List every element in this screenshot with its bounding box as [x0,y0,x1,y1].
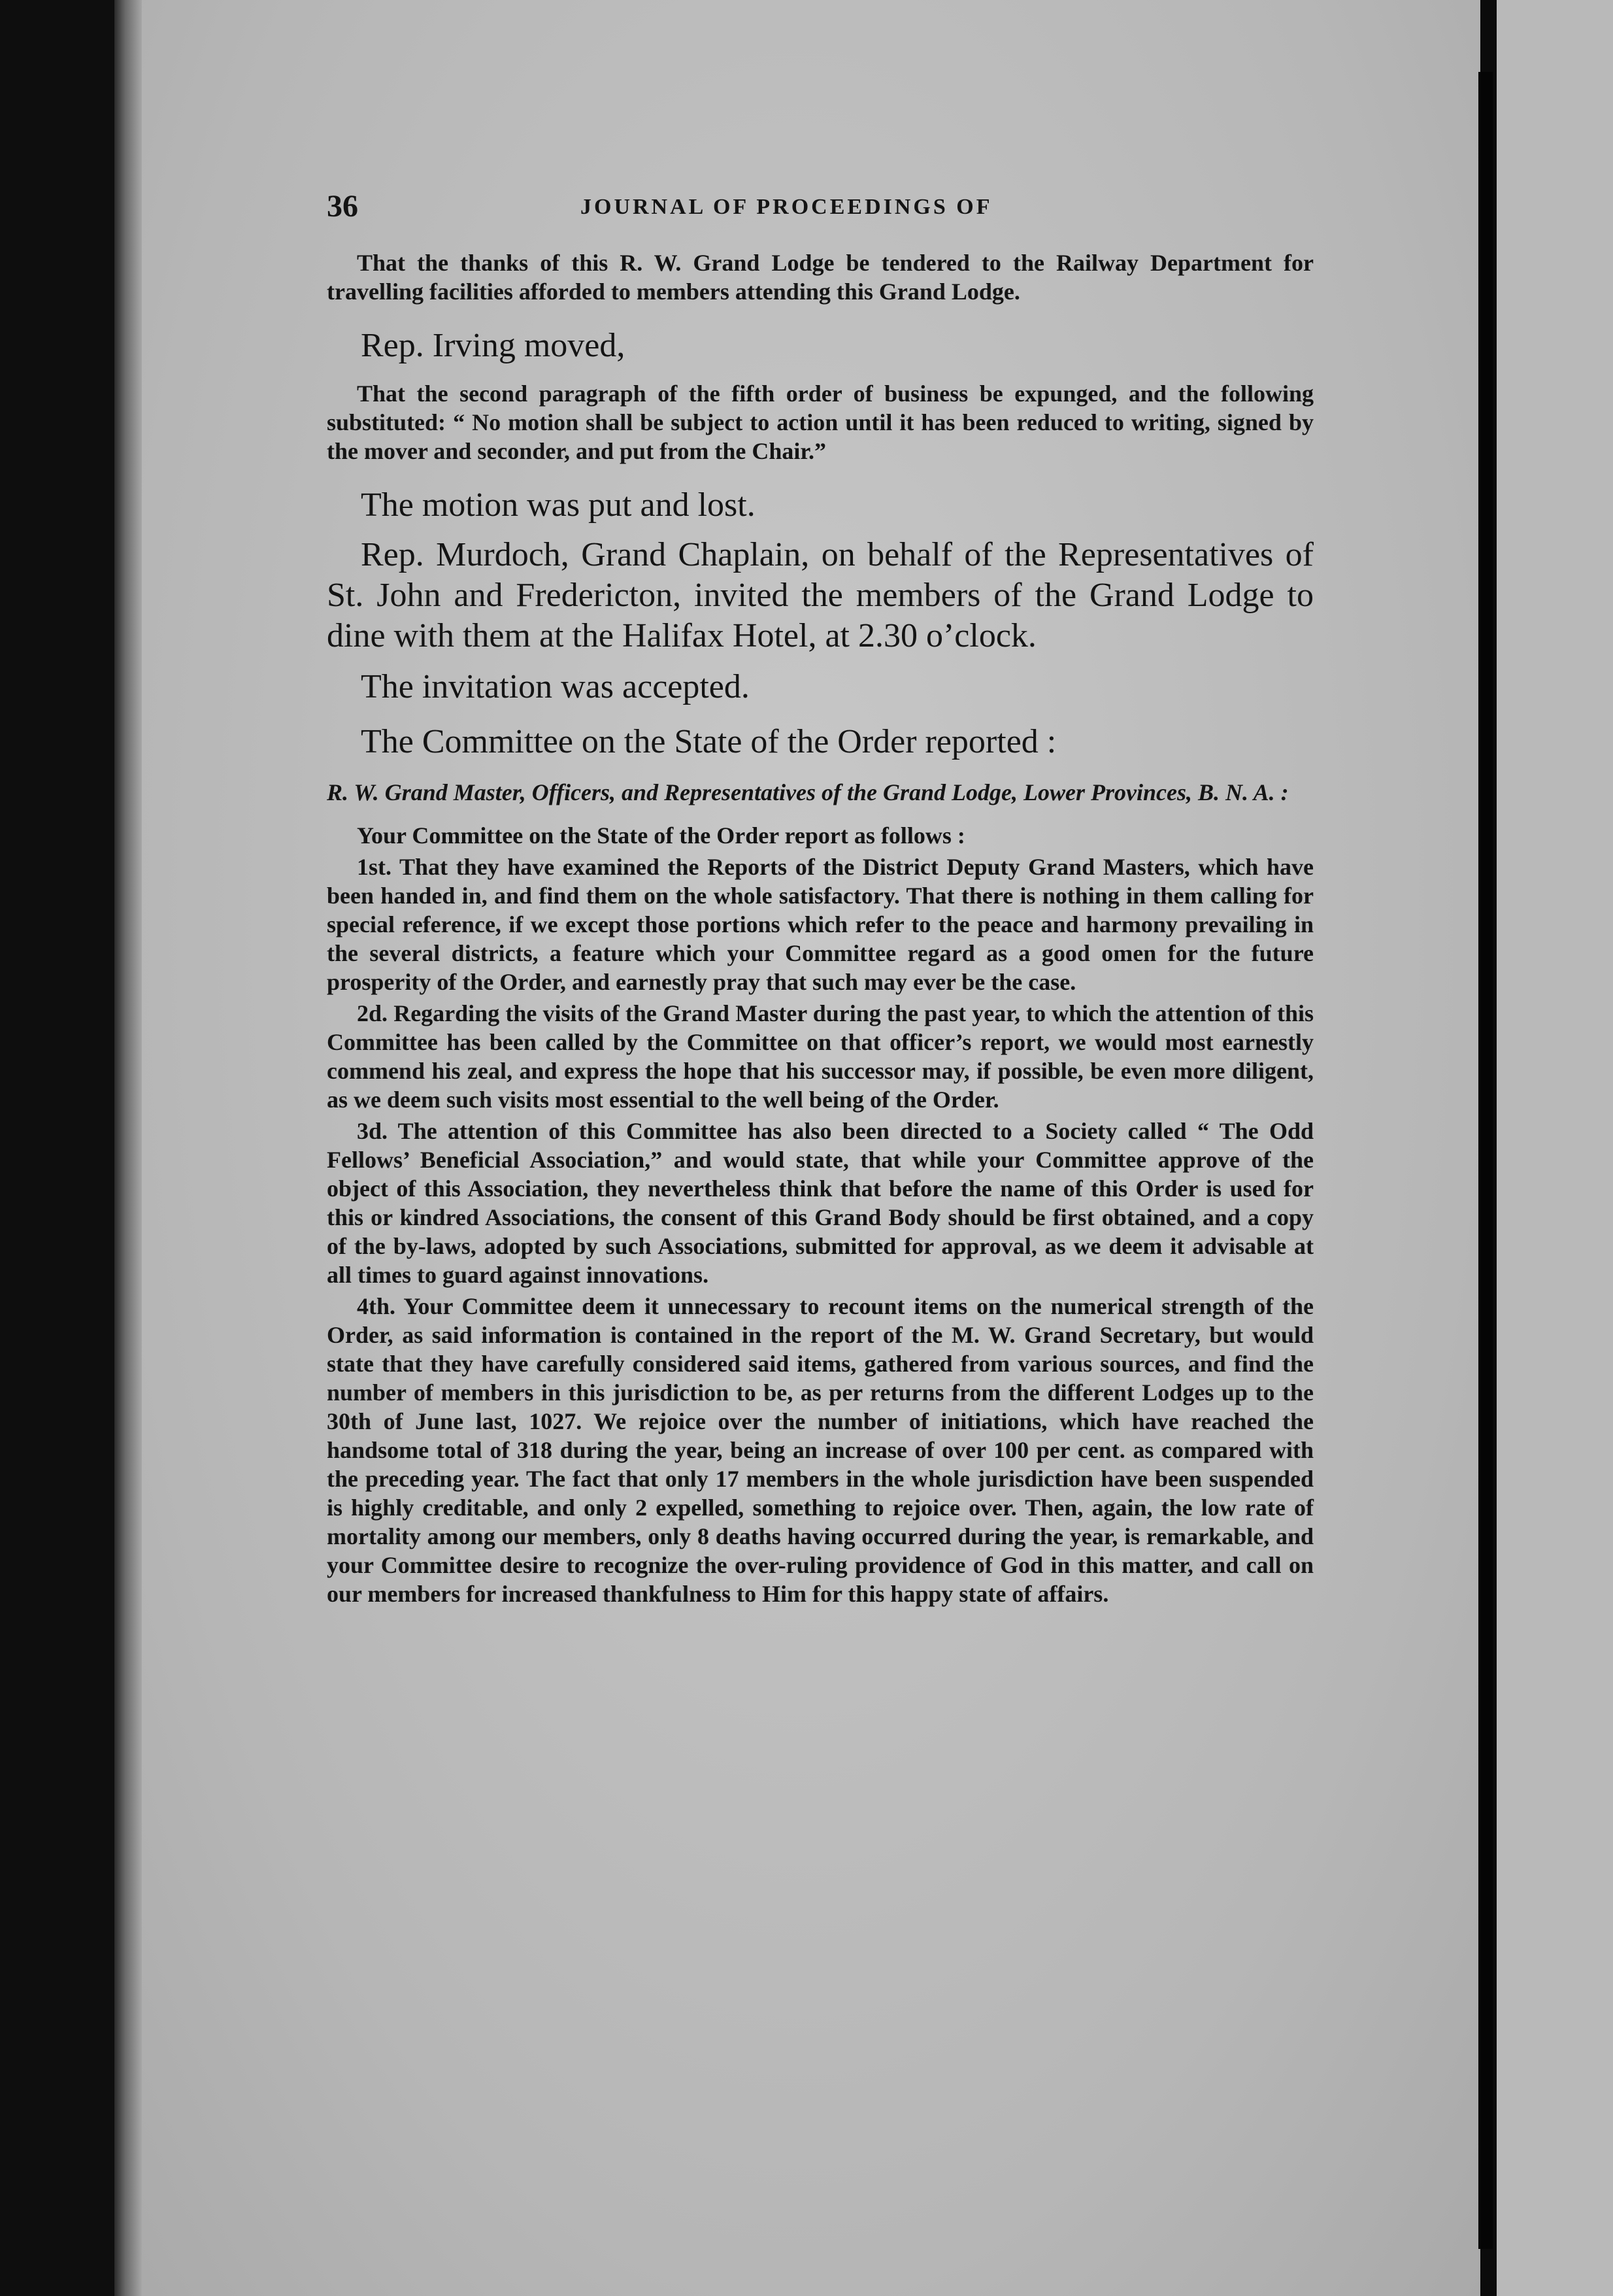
paragraph-invitation-accepted: The invitation was accepted. [361,668,750,705]
page-body [327,248,1314,1608]
paragraph-irving-moved: Rep. Irving moved, [361,327,625,364]
paragraph-third: 3d. The attention of this Committee has also been directed to a Society called “ The Odd Fellows’ Beneficial Association,” and would state, that while your Committee approve of the object of this Association, they nevertheless think that before the name of this Order is used for this or kindred Associations, the consent of this Grand Body should be first obtained, and a copy of the by-laws, adopted by such Associations, submitted for approval, as we deem it advisable at all times to guard against innovations. [327,1118,1314,1288]
page-number: 36 [327,189,358,224]
page-header [327,188,1314,228]
paragraph-report-intro: Your Committee on the State of the Order report as follows : [357,822,965,849]
running-head: JOURNAL OF PROCEEDINGS OF [580,195,993,219]
paragraph-murdoch-invitation: Rep. Murdoch, Grand Chaplain, on behalf of the Representatives of St. John and Fredericton, invited the members of the Grand Lodge to dine with them at the Halifax Hotel, at 2.30 o’clock. [327,536,1314,654]
next-page-edge [1497,0,1613,2296]
paragraph-second: 2d. Regarding the visits of the Grand Master during the past year, to which the attention of this Committee has been called by the Committee on that officer’s report, we would most earnestly commend his zeal, and express the hope that his successor may, if possible, be even more diligent, as we deem such visits most essential to the well being of the Order. [327,1000,1314,1113]
paragraph-motion-lost: The motion was put and lost. [361,486,756,524]
address-line: R. W. Grand Master, Officers, and Representatives of the Grand Lodge, Lower Provinces, B. N. A. : [327,779,1289,805]
page-gutter [114,0,142,2296]
paragraph-railway-thanks: That the thanks of this R. W. Grand Lodge be tendered to the Railway Department for travelling facilities afforded to members attending this Grand Lodge. [327,250,1314,305]
paragraph-motion-text: That the second paragraph of the fifth order of business be expunged, and the following substituted: “ No motion shall be subject to action until it has been reduced to writing, signed by the mover and seconder, and put from the Chair.” [327,380,1314,464]
paragraph-fourth: 4th. Your Committee deem it unnecessary to recount items on the numerical strength of the Order, as said information is contained in the report of the M. W. Grand Secretary, but would state that they have carefully considered said items, gathered from various sources, and find the number of members in this jurisdiction to be, as per returns from the different Lodges up to the 30th of June last, 1027. We rejoice over the number of initiations, which have reached the handsome total of 318 during the year, being an increase of over 100 per cent. as compared with the preceding year. The fact that only 17 members in the whole jurisdiction have been suspended is highly creditable, and only 2 expelled, something to rejoice over. Then, again, the low rate of mortality among our members, only 8 deaths having occurred during the year, is remarkable, and your Committee desire to recognize the over-ruling providence of God in this matter, and call on our members for increased thankfulness to Him for this happy state of affairs. [327,1293,1314,1607]
binding-line [1478,72,1493,2249]
paragraph-first: 1st. That they have examined the Reports of the District Deputy Grand Masters, which have been handed in, and find them on the whole satisfactory. That there is nothing in them calling for special reference, if we except those portions which refer to the peace and harmony prevailing in the several districts, a feature which your Committee regard as a good omen for the future prosperity of the Order, and earnestly pray that such may ever be the case. [327,854,1314,995]
paragraph-committee-reported: The Committee on the State of the Order reported : [361,723,1057,760]
